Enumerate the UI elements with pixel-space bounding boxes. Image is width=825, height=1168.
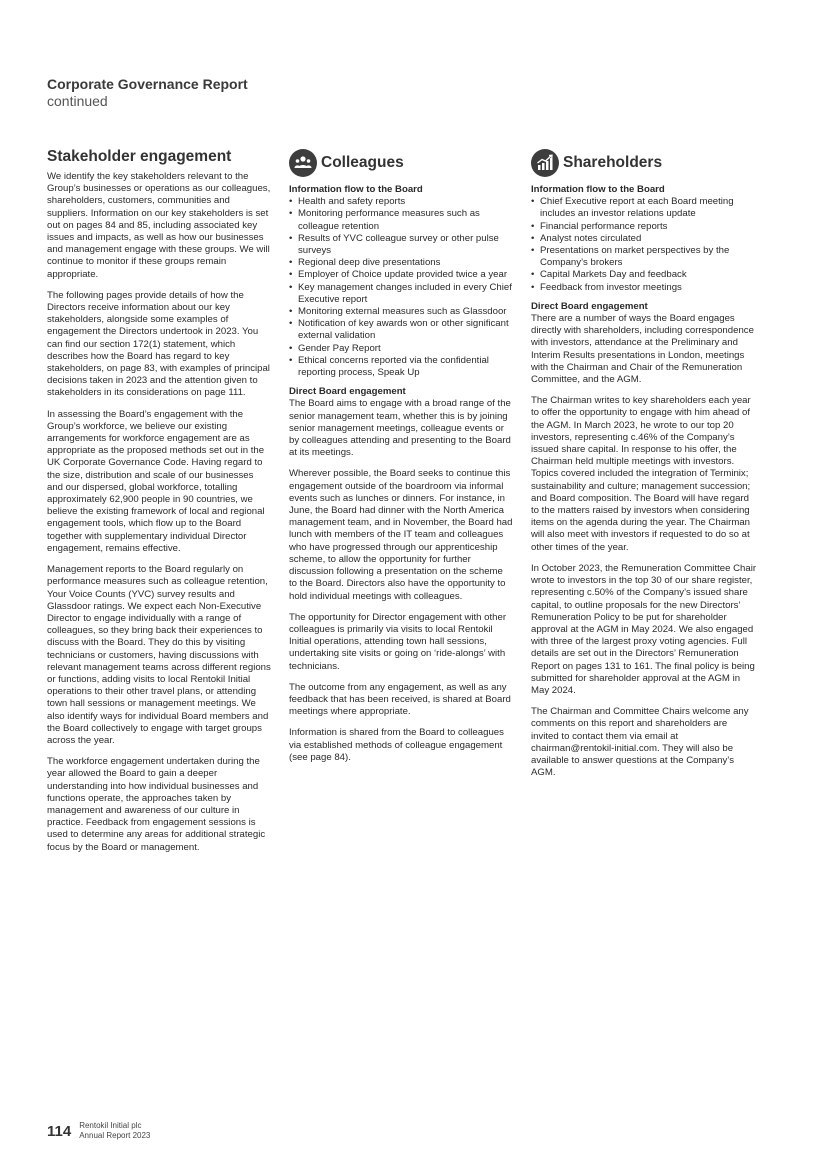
footer-meta xyxy=(79,1121,150,1141)
list-item: • Results of YVC colleague survey or other pulse surveys xyxy=(289,233,513,257)
colleagues-info-heading: Information flow to the Board xyxy=(289,184,423,195)
page-footer xyxy=(47,1121,150,1141)
paragraph: The Chairman writes to key shareholders each year to offer the opportunity to engage with him ahead of the AGM. In March 2023, he wrote to our top 20 investors, representing c.46% of the Company’s issued share capital. In response to his offer, the Chairman held multiple meetings with investors. Topics covered included the integration of Terminix; sustainability and culture; management succession; and Board composition. The Board will have regard to the matters raised by investors when considering items on the agenda during the year. The Chairman will also meet with investors if requested to do so at other times of the year. xyxy=(531,395,751,553)
report-name: Annual Report 2023 xyxy=(79,1131,151,1140)
list-item: • Analyst notes circulated xyxy=(531,233,757,245)
paragraph: Wherever possible, the Board seeks to continue this engagement outside of the boardroom via informal events such as lunches or dinners. For instance, in June, the Board had dinner with the North America management team, and in November, the Board had lunch with members of the IT team and colleagues who have progressed through our apprenticeship scheme, to allow the opportunity for further discussion following a presentation on the scheme to the Board. Directors also have the opportunity to hold individual meetings with colleagues. xyxy=(289,468,513,602)
list-item: • Chief Executive report at each Board meeting includes an investor relations update xyxy=(531,196,757,220)
shareholders-column xyxy=(531,148,757,788)
paragraph: The outcome from any engagement, as well as any feedback that has been received, is shared at Board meetings where appropriate. xyxy=(289,681,511,718)
list-item: • Monitoring performance measures such as colleague retention xyxy=(289,208,513,232)
paragraph: The workforce engagement undertaken during the year allowed the Board to gain a deeper understanding into how individual businesses and functions operate, the approaches taken by management and awareness of our culture in practice. Feedback from engagement sessions is used to determine any areas for additional strategic focus by the Board or management. xyxy=(47,756,266,853)
paragraph: We identify the key stakeholders relevant to the Group’s businesses or operations as our colleagues, shareholders, customers, communities and suppliers. Information on our key stakeholders is set out on pages 84 and 85, including associated key issues and impacts, as well as how our businesses and management engage with these groups. We will continue to monitor if these groups remain appropriate. xyxy=(47,171,271,280)
stakeholder-column xyxy=(47,148,271,863)
list-item: • Health and safety reports xyxy=(289,196,513,208)
paragraph: The Board aims to engage with a broad range of the senior management team, whether this is by joining senior management meetings, colleague events or by colleagues attending and presenting to the Board at its meetings. xyxy=(289,398,511,459)
paragraph: The following pages provide details of how the Directors receive information about our key stakeholders, alongside some examples of engagement the Directors undertook in 2023. You can find our section 172(1) statement, which describes how the Board has regard to key stakeholders, on page 83, with examples of principal decisions taken in 2023 and the attention given to stakeholders in its considerations on page 111. xyxy=(47,289,270,399)
paragraph: In assessing the Board’s engagement with the Group’s workforce, we believe our existing arrangements for workforce engagement are as appropriate as the proposed methods set out in the UK Corporate Governance Code. Having regard to the size, distribution and scale of our businesses and our dispersed, global workforce, totalling approximately 62,900 people in 90 countries, we believe the existing framework of local and regional engagement tools, which flow up to the Board together with supplementary individual Director engagement, remains effective. xyxy=(47,408,265,554)
stakeholder-heading: Stakeholder engagement xyxy=(47,148,232,165)
paragraph: Information is shared from the Board to colleagues via established methods of colleague engagement (see page 84). xyxy=(289,727,504,763)
list-item: • Regional deep dive presentations xyxy=(289,257,513,269)
shareholders-heading: Shareholders xyxy=(563,154,663,171)
shareholders-icon xyxy=(531,149,559,177)
shareholders-header xyxy=(531,148,757,178)
page-number: 114 xyxy=(47,1122,72,1140)
colleagues-icon xyxy=(289,149,317,177)
list-item: • Financial performance reports xyxy=(531,221,757,233)
paragraph: The opportunity for Director engagement with other colleagues is primarily via visits to local Rentokil Initial operations, attending town hall sessions, undertaking site visits or going on ‘ride-alongs’ with technicians. xyxy=(289,611,507,672)
paragraph: There are a number of ways the Board engages directly with shareholders, including correspondence with investors, attendance at the Preliminary and Interim Results presentations in London, meetings with the Chairman and Chair of the Remuneration Committee, and the AGM. xyxy=(531,313,754,386)
list-item: • Key management changes included in every Chief Executive report xyxy=(289,282,513,306)
shareholders-direct-heading: Direct Board engagement xyxy=(531,300,648,312)
list-item: • Capital Markets Day and feedback xyxy=(531,269,757,281)
colleagues-info-list xyxy=(289,196,513,379)
colleagues-heading: Colleagues xyxy=(321,154,404,171)
paragraph: Management reports to the Board regularly on performance measures such as colleague retention, Your Voice Counts (YVC) survey results and Glassdoor ratings. We expect each Non-Executive Director to engage individually with a range of colleagues, so they bring back their experiences to discuss with the Board. They do this by visiting technicians or customers, having discussions with relevant management teams across different regions or functions, adding visits to local Rentokil Initial operations to their other travel plans, or attending town hall sessions or management meetings. We also identify ways for individual Board members and the Board collectively to engage with target groups across the year. xyxy=(47,564,271,746)
colleagues-direct-heading: Direct Board engagement xyxy=(289,386,406,398)
page-header xyxy=(47,76,248,110)
list-item: • Feedback from investor meetings xyxy=(531,282,757,294)
company-name: Rentokil Initial plc xyxy=(79,1121,142,1130)
list-item: • Ethical concerns reported via the confidential reporting process, Speak Up xyxy=(289,355,513,379)
list-item: • Employer of Choice update provided twice a year xyxy=(289,269,513,281)
list-item: • Monitoring external measures such as Glassdoor xyxy=(289,306,513,318)
paragraph: In October 2023, the Remuneration Committee Chair wrote to investors in the top 30 of our share register, representing c.50% of the Company’s issued share capital, to outline proposals for the new Directors’ Remuneration Policy to be put for shareholder approval at the AGM in May 2024. We also engaged with three of the largest proxy voting agencies. Full details are set out in the Directors’ Remuneration Report on pages 131 to 161. The final policy is being submitted for shareholder approval at the AGM in May 2024. xyxy=(531,562,757,696)
paragraph: The Chairman and Committee Chairs welcome any comments on this report and shareholders are invited to contact them via email at chairman@rentokil-initial.com. They will also be available to answer questions at the Company’s AGM. xyxy=(531,706,749,779)
colleagues-header xyxy=(289,148,513,178)
list-item: • Notification of key awards won or other significant external validation xyxy=(289,318,513,342)
shareholders-info-list xyxy=(531,196,757,294)
colleagues-column xyxy=(289,148,513,773)
list-item: • Presentations on market perspectives by the Company’s brokers xyxy=(531,245,757,269)
report-subtitle: continued xyxy=(47,93,108,109)
shareholders-info-heading: Information flow to the Board xyxy=(531,184,665,195)
report-title: Corporate Governance Report xyxy=(47,76,248,92)
list-item: • Gender Pay Report xyxy=(289,343,513,355)
